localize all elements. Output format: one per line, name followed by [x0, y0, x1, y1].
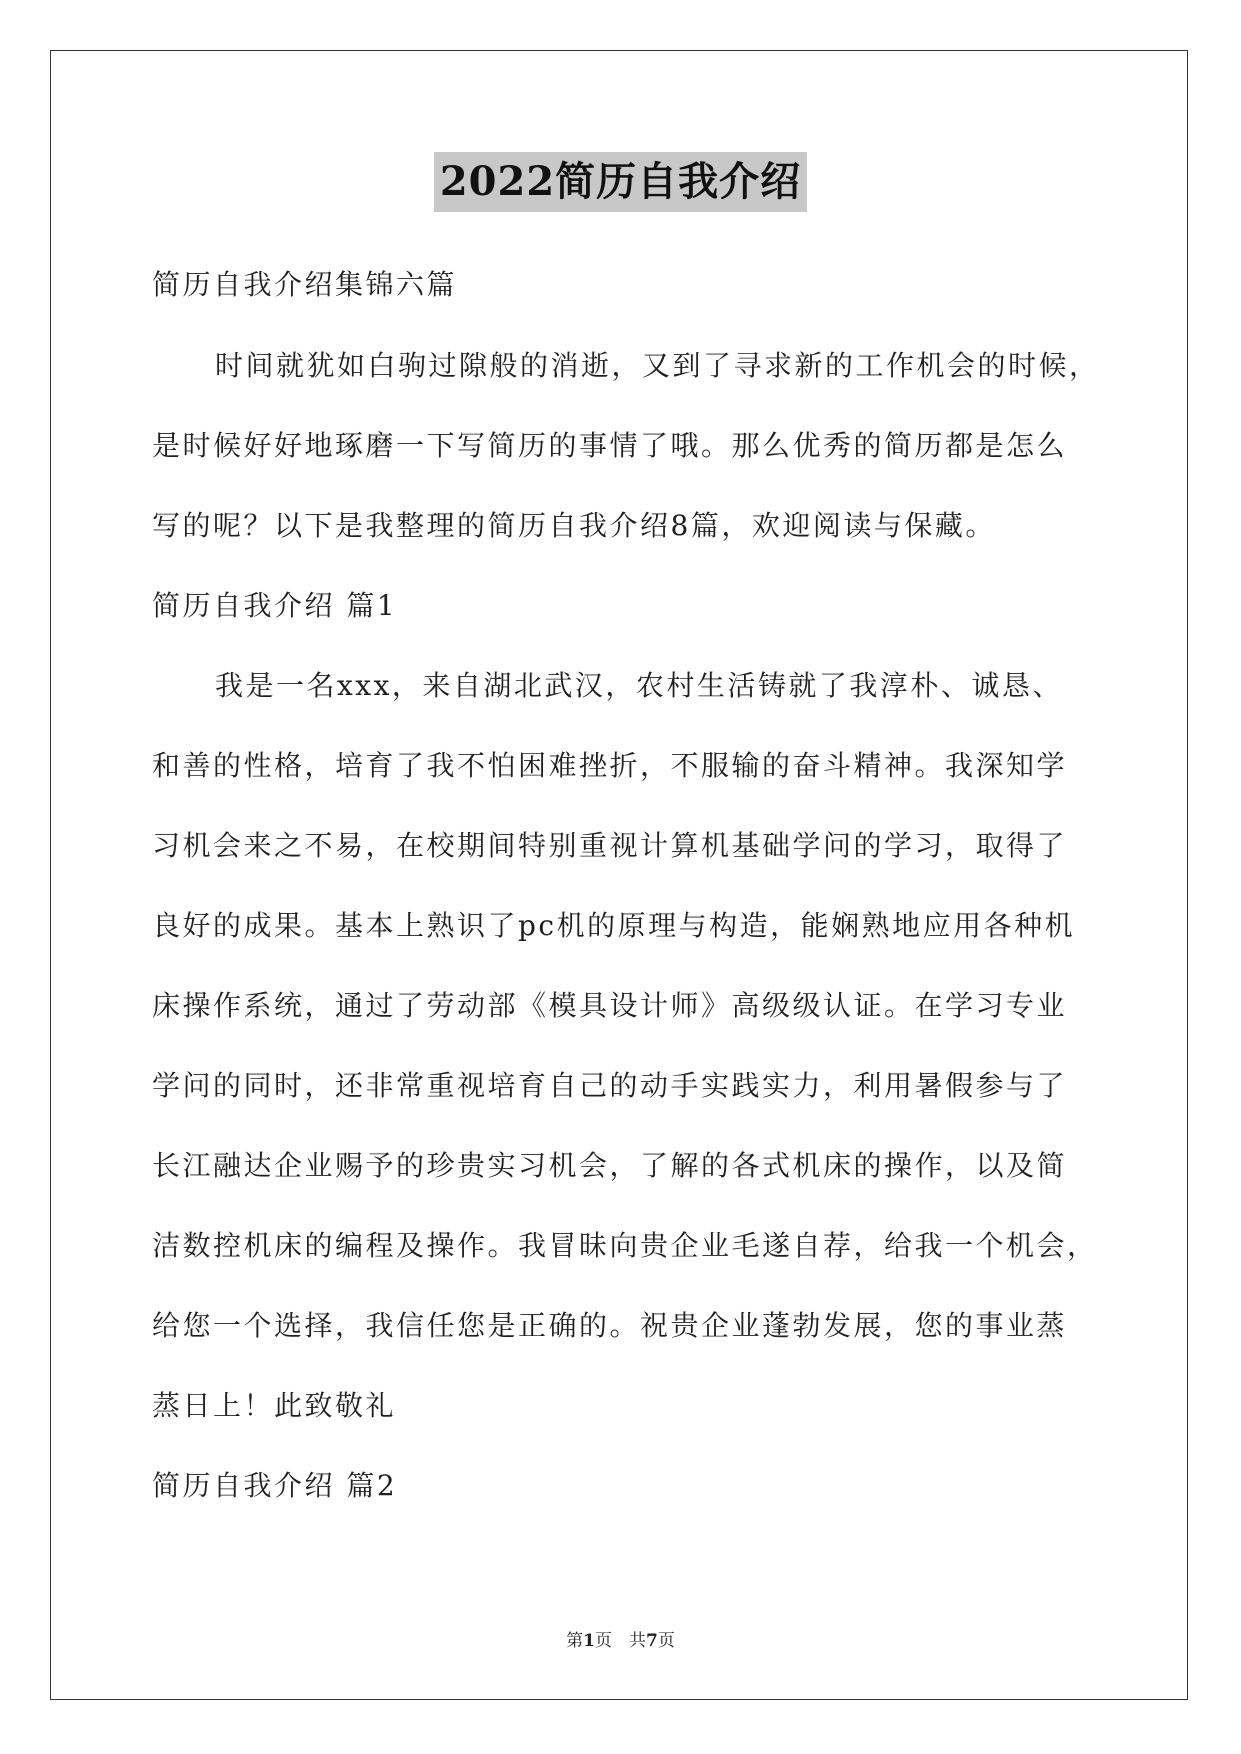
body-line-9: 给您一个选择，我信任您是正确的。祝贵企业蓬勃发展，您的事业蒸 [152, 1309, 1068, 1342]
intro-line-2: 是时候好好地琢磨一下写简历的事情了哦。那么优秀的简历都是怎么 [152, 429, 1068, 462]
body-line-7: 长江融达企业赐予的珍贵实习机会，了解的各式机床的操作，以及简 [152, 1149, 1068, 1182]
document-title: 2022简历自我介绍 [434, 152, 807, 212]
footer-prefix: 第 [566, 1631, 584, 1651]
footer-current-page: 1 [583, 1631, 595, 1651]
intro-line-1: 时间就犹如白驹过隙般的消逝，又到了寻求新的工作机会的时候， [215, 349, 1100, 382]
footer-total-pages: 7 [646, 1631, 658, 1651]
section-heading-1: 简历自我介绍 篇1 [152, 589, 398, 622]
body-line-1: 我是一名xxx，来自湖北武汉，农村生活铸就了我淳朴、诚恳、 [215, 669, 1063, 702]
footer-mid: 页 共 [595, 1631, 646, 1651]
footer-suffix: 页 [657, 1631, 675, 1651]
intro-line-3: 写的呢？以下是我整理的简历自我介绍8篇，欢迎阅读与保藏。 [152, 509, 996, 542]
section-heading-2: 简历自我介绍 篇2 [152, 1469, 398, 1502]
body-line-6: 学问的同时，还非常重视培育自己的动手实践实力，利用暑假参与了 [152, 1069, 1068, 1102]
body-line-5: 床操作系统，通过了劳动部《模具设计师》高级级认证。在学习专业 [152, 989, 1068, 1022]
body-line-4: 良好的成果。基本上熟识了pc机的原理与构造，能娴熟地应用各种机 [152, 909, 1076, 942]
body-line-8: 洁数控机床的编程及操作。我冒昧向贵企业毛遂自荐，给我一个机会， [152, 1229, 1098, 1262]
collection-heading: 简历自我介绍集锦六篇 [152, 268, 458, 301]
title-container [0, 152, 1241, 212]
page-footer [0, 1626, 1241, 1651]
body-line-10: 蒸日上！此致敬礼 [152, 1389, 397, 1422]
body-line-2: 和善的性格，培育了我不怕困难挫折，不服输的奋斗精神。我深知学 [152, 749, 1068, 782]
body-line-3: 习机会来之不易，在校期间特别重视计算机基础学问的学习，取得了 [152, 829, 1068, 862]
